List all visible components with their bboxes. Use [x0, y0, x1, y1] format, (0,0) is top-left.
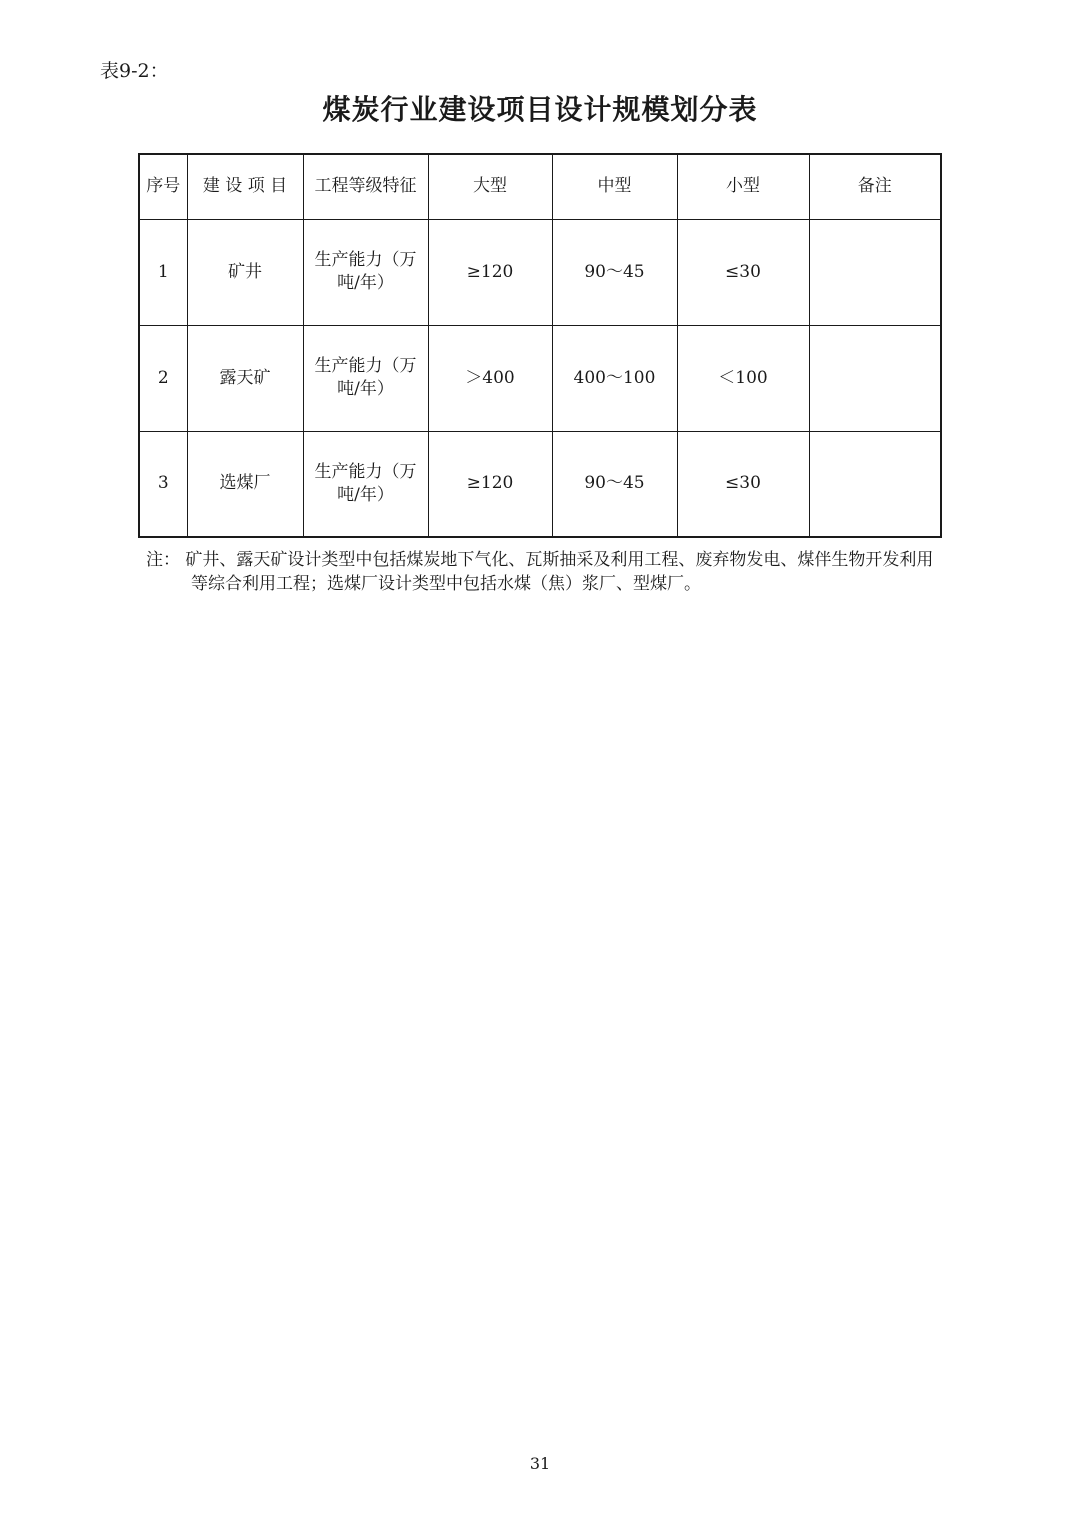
- cell-item: 选煤厂: [187, 431, 303, 537]
- table-row: [139, 431, 941, 537]
- cell-remark: [809, 431, 941, 537]
- cell-remark: [809, 325, 941, 431]
- page-number: 31: [529, 1454, 551, 1473]
- table-row: [139, 325, 941, 431]
- cell-feature: 生产能力（万吨/年）: [303, 325, 428, 431]
- cell-medium: 90～45: [552, 431, 677, 537]
- cell-medium: 90～45: [552, 219, 677, 325]
- header-small: 小型: [677, 154, 809, 219]
- cell-feature: 生产能力（万吨/年）: [303, 431, 428, 537]
- header-medium: 中型: [552, 154, 677, 219]
- cell-item: 露天矿: [187, 325, 303, 431]
- cell-medium: 400～100: [552, 325, 677, 431]
- header-feature: 工程等级特征: [303, 154, 428, 219]
- header-large: 大型: [428, 154, 552, 219]
- cell-seq: 3: [139, 431, 187, 537]
- cell-item: 矿井: [187, 219, 303, 325]
- cell-remark: [809, 219, 941, 325]
- cell-feature: 生产能力（万吨/年）: [303, 219, 428, 325]
- header-item: 建 设 项 目: [187, 154, 303, 219]
- table-row: [139, 219, 941, 325]
- cell-small: ＜100: [677, 325, 809, 431]
- cell-small: ≤30: [677, 219, 809, 325]
- scale-classification-table: [138, 153, 942, 538]
- cell-large: ≥120: [428, 219, 552, 325]
- header-remark: 备注: [809, 154, 941, 219]
- cell-small: ≤30: [677, 431, 809, 537]
- cell-seq: 2: [139, 325, 187, 431]
- header-seq: 序号: [139, 154, 187, 219]
- cell-large: ＞400: [428, 325, 552, 431]
- table-note: 注： 矿井、露天矿设计类型中包括煤炭地下气化、瓦斯抽采及利用工程、废弃物发电、煤伴生物开发利用等综合利用工程；选煤厂设计类型中包括水煤（焦）浆厂、型煤厂。: [146, 550, 934, 594]
- cell-large: ≥120: [428, 431, 552, 537]
- table-label: 表9-2：: [100, 60, 169, 82]
- document-title: 煤炭行业建设项目设计规模划分表: [322, 93, 758, 126]
- table-header-row: [139, 154, 941, 219]
- cell-seq: 1: [139, 219, 187, 325]
